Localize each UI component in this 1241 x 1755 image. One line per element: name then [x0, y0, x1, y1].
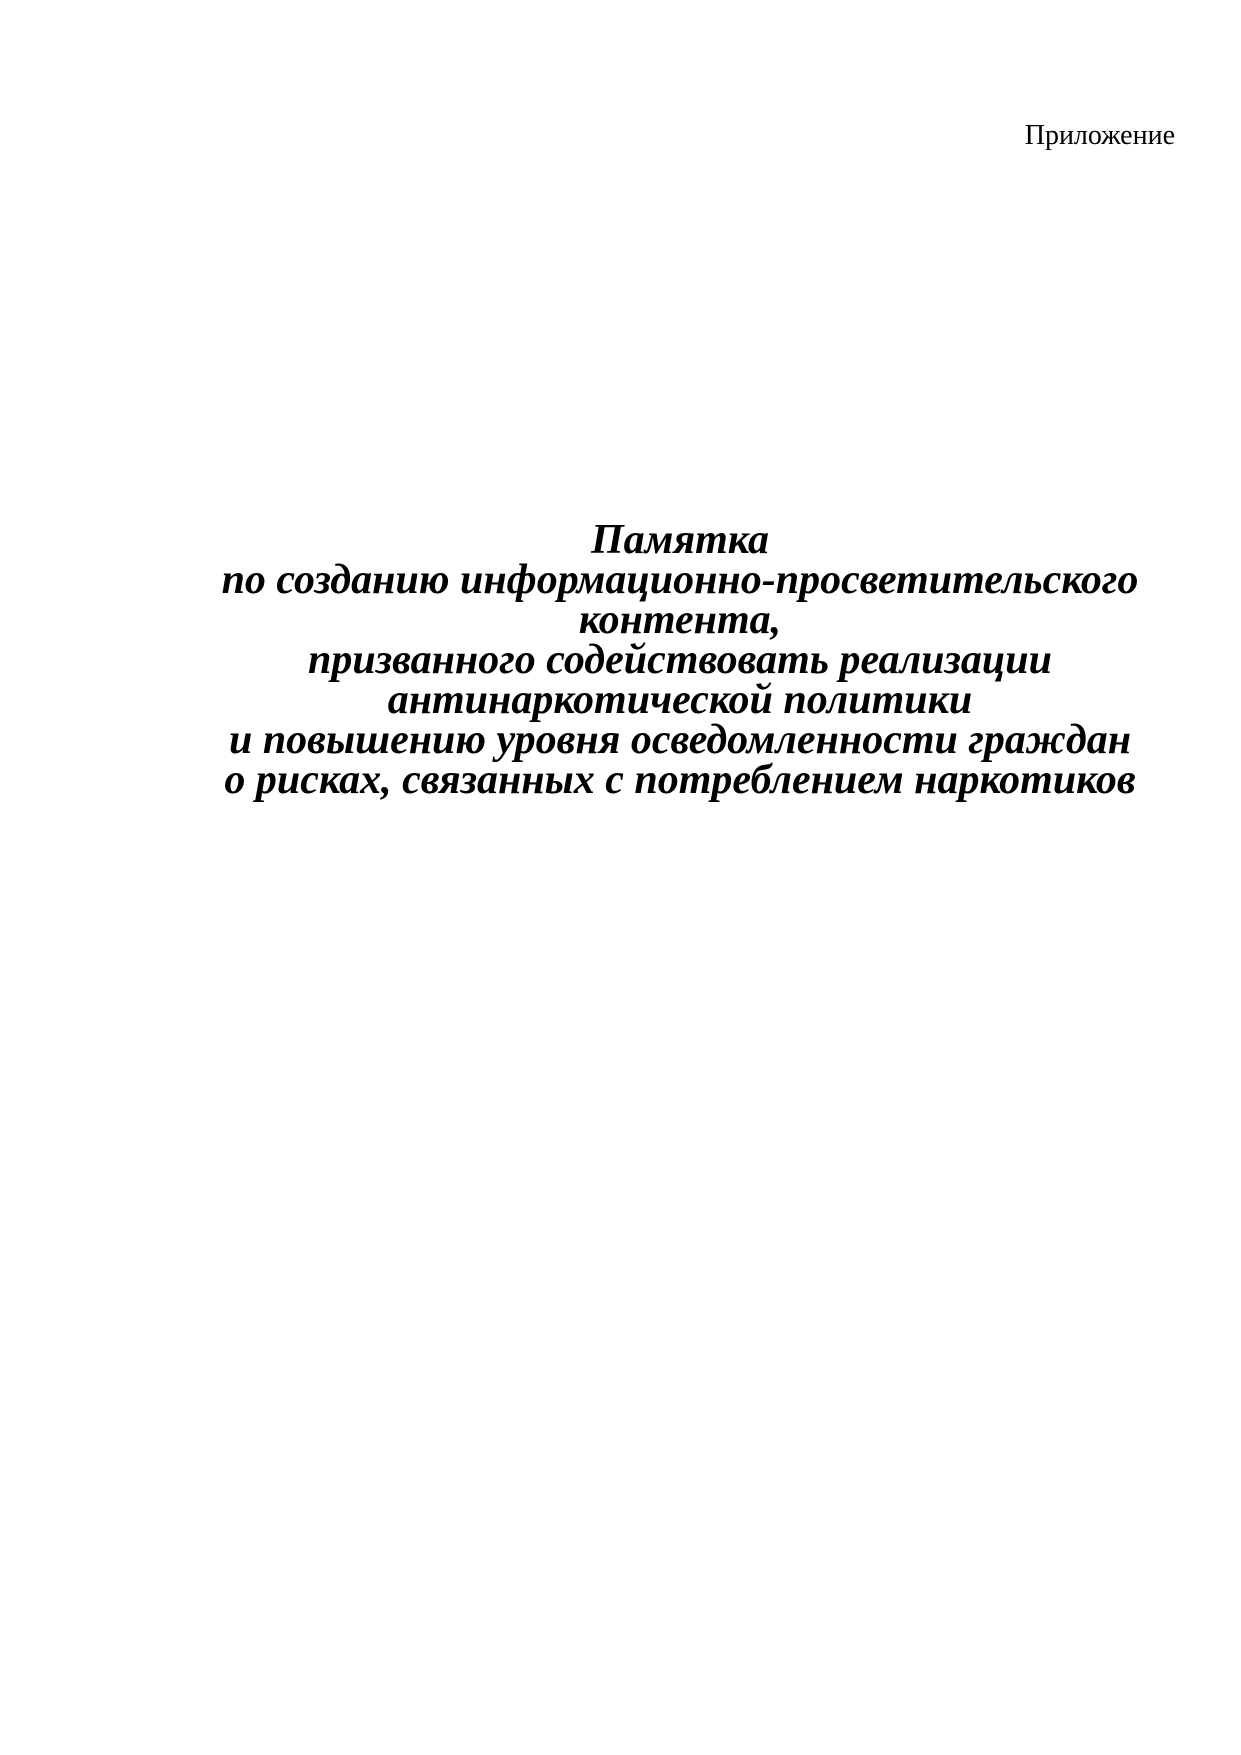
title-line: Памятка: [591, 517, 769, 563]
title-line: контента,: [578, 597, 782, 643]
title-line: о рисках, связанных с потреблением наркотиков: [224, 757, 1136, 803]
appendix-label: Приложение: [1024, 120, 1175, 151]
title-line: призванного содействовать реализации: [308, 637, 1052, 683]
title-line: и повышению уровня осведомленности граждан: [228, 717, 1132, 763]
title-line: антинаркотической политики: [387, 677, 973, 723]
document-title: [190, 517, 1170, 803]
title-line: по созданию информационно-просветительского: [221, 557, 1139, 603]
